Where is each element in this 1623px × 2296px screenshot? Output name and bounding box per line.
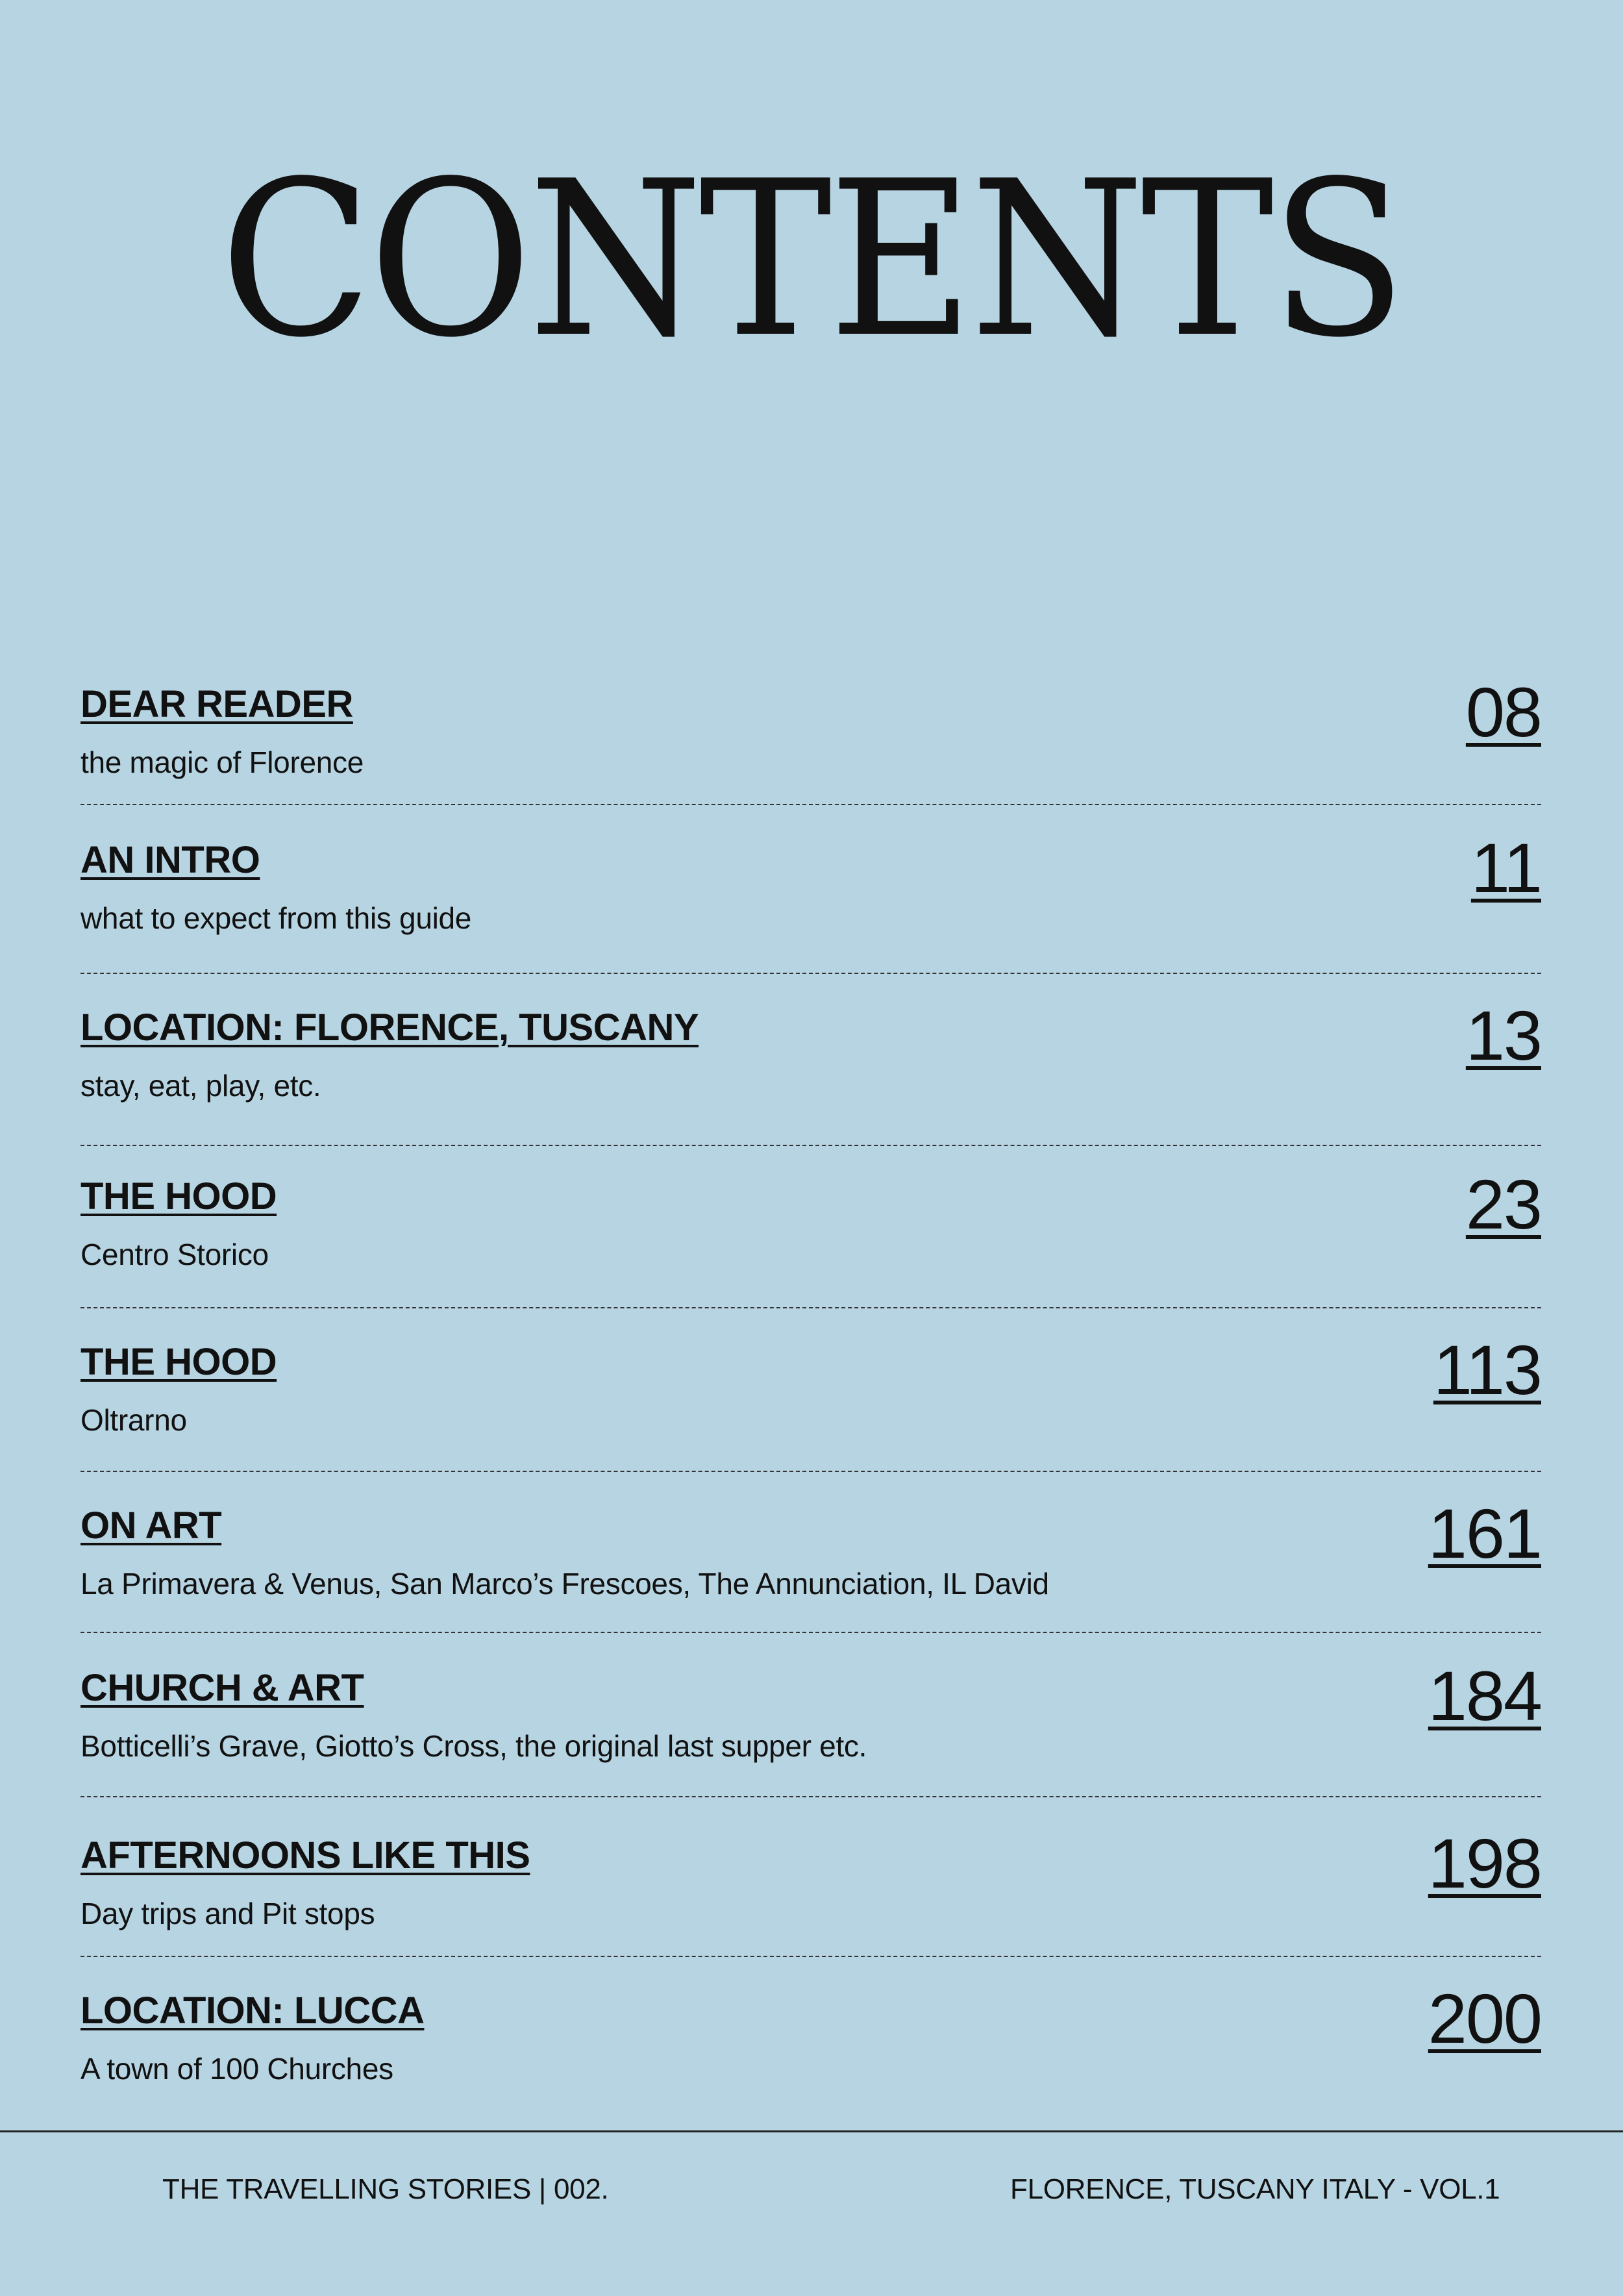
toc-entry-heading[interactable]: AN INTRO bbox=[81, 839, 260, 881]
toc-entry-heading[interactable]: THE HOOD bbox=[81, 1175, 277, 1217]
toc-entry-heading[interactable]: DEAR READER bbox=[81, 683, 353, 725]
toc-entry-subtitle: stay, eat, play, etc. bbox=[81, 1069, 321, 1103]
toc-entry-heading[interactable]: ON ART bbox=[81, 1504, 222, 1547]
dashed-separator bbox=[81, 973, 1541, 974]
page-title: CONTENTS bbox=[219, 135, 1404, 384]
footer-volume: FLORENCE, TUSCANY ITALY - VOL.1 bbox=[1010, 2173, 1500, 2205]
toc-entry-page-number[interactable]: 08 bbox=[1465, 673, 1541, 751]
footer-publication: THE TRAVELLING STORIES | 002. bbox=[162, 2173, 609, 2205]
toc-entry-heading[interactable]: LOCATION: FLORENCE, TUSCANY bbox=[81, 1006, 699, 1049]
toc-entry-heading[interactable]: THE HOOD bbox=[81, 1341, 277, 1383]
toc-entry-subtitle: Botticelli’s Grave, Giotto’s Cross, the original last supper etc. bbox=[81, 1729, 867, 1763]
footer-divider bbox=[0, 2130, 1623, 2132]
dashed-separator bbox=[81, 1796, 1541, 1797]
toc-entry-page-number[interactable]: 161 bbox=[1428, 1494, 1541, 1573]
toc-entry-page-number[interactable]: 198 bbox=[1428, 1824, 1541, 1903]
toc-entry-page-number[interactable]: 23 bbox=[1465, 1165, 1541, 1243]
toc-entry-heading[interactable]: LOCATION: LUCCA bbox=[81, 1990, 425, 2032]
toc-entry-heading[interactable]: AFTERNOONS LIKE THIS bbox=[81, 1834, 530, 1877]
toc-entry-subtitle: Day trips and Pit stops bbox=[81, 1897, 375, 1930]
toc-entry-subtitle: Oltrarno bbox=[81, 1403, 187, 1437]
toc-entry-subtitle: what to expect from this guide bbox=[81, 901, 472, 935]
dashed-separator bbox=[81, 804, 1541, 805]
toc-entry-page-number[interactable]: 13 bbox=[1465, 996, 1541, 1075]
toc-entry-heading[interactable]: CHURCH & ART bbox=[81, 1667, 364, 1709]
toc-entry-page-number[interactable]: 11 bbox=[1470, 829, 1541, 907]
dashed-separator bbox=[81, 1956, 1541, 1957]
toc-entry-subtitle: the magic of Florence bbox=[81, 745, 364, 779]
toc-entry-subtitle: A town of 100 Churches bbox=[81, 2052, 393, 2086]
toc-entry-subtitle: La Primavera & Venus, San Marco’s Frescoes, The Annunciation, IL David bbox=[81, 1567, 1049, 1601]
toc-entry-page-number[interactable]: 200 bbox=[1428, 1979, 1541, 2058]
dashed-separator bbox=[81, 1471, 1541, 1472]
dashed-separator bbox=[81, 1145, 1541, 1146]
dashed-separator bbox=[81, 1307, 1541, 1308]
toc-entry-page-number[interactable]: 184 bbox=[1428, 1656, 1541, 1735]
dashed-separator bbox=[81, 1632, 1541, 1633]
toc-entry-page-number[interactable]: 113 bbox=[1433, 1330, 1541, 1409]
toc-entry-subtitle: Centro Storico bbox=[81, 1238, 269, 1271]
